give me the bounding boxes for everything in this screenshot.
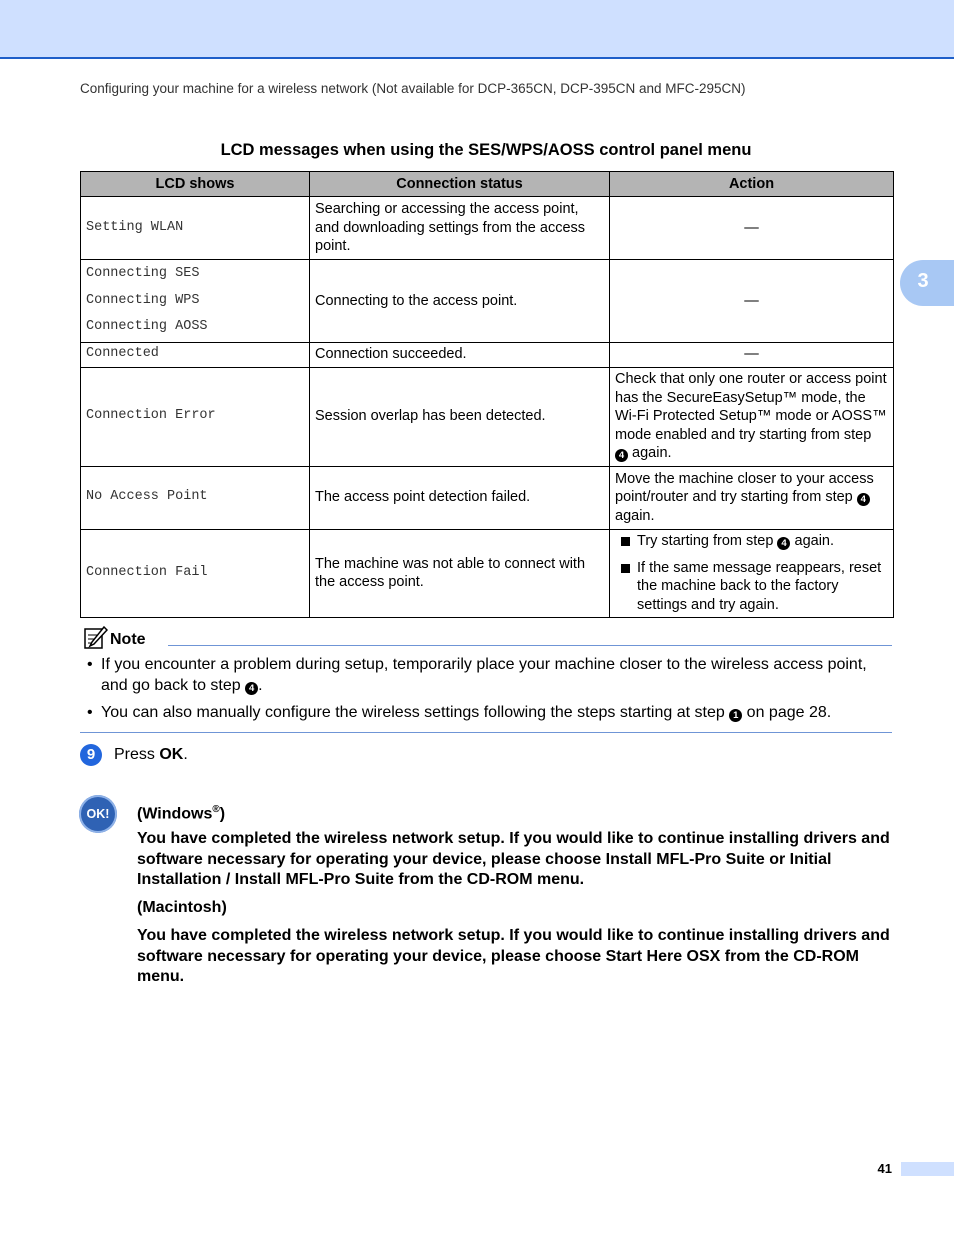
table-row — [81, 529, 894, 617]
page-number: 41 — [877, 1161, 892, 1176]
action-bullet — [615, 532, 888, 551]
ok-badge-icon: OK! — [79, 795, 117, 833]
table-row — [81, 466, 894, 529]
note-title: Note — [110, 631, 146, 648]
step-ref-icon: 4 — [615, 449, 628, 462]
table-row — [81, 342, 894, 367]
step-ref-icon: 4 — [245, 682, 258, 695]
top-band — [0, 0, 954, 59]
status-cell: Connection succeeded. — [310, 342, 610, 367]
step-ref-icon: 4 — [777, 537, 790, 550]
step-text: . — [183, 746, 188, 763]
action-cell: — — [610, 342, 894, 367]
column-header-status: Connection status — [310, 172, 610, 197]
action-text: If the same message reappears, reset the machine back to the factory settings and try again. — [637, 559, 882, 613]
heading-text: (Windows — [137, 805, 213, 823]
note-text: on page 28. — [746, 704, 832, 721]
action-cell — [610, 367, 894, 466]
action-text: again. — [794, 533, 835, 549]
bullet-dot-icon: • — [87, 656, 93, 673]
step-number-icon: 9 — [80, 744, 102, 766]
step-text: Press — [114, 746, 155, 763]
windows-heading — [137, 800, 897, 825]
running-header: Configuring your machine for a wireless network (Not available for DCP-365CN, DCP-395CN and MFC-295CN) — [80, 81, 746, 96]
lcd-cell: Connected — [81, 342, 310, 367]
lcd-message: Connecting WPS — [86, 292, 200, 308]
status-cell: Connecting to the access point. — [310, 260, 610, 343]
note-item — [87, 703, 892, 724]
table-row — [81, 197, 894, 260]
action-text: Try starting from step — [637, 533, 774, 549]
lcd-message: Connecting SES — [86, 266, 200, 281]
lcd-cell: No Access Point — [81, 466, 310, 529]
action-cell — [610, 529, 894, 617]
registered-mark: ® — [212, 804, 220, 815]
note-text: If you encounter a problem during setup, temporarily place your machine closer to the wireless access point, and go back to step — [101, 656, 867, 694]
action-cell: — — [610, 260, 894, 343]
lcd-cell: Setting WLAN — [81, 197, 310, 260]
square-bullet-icon — [621, 564, 630, 573]
table-row — [81, 367, 894, 466]
table-title: LCD messages when using the SES/WPS/AOSS control panel menu — [220, 141, 752, 159]
lcd-cell: Connection Error — [81, 367, 310, 466]
macintosh-instructions: You have completed the wireless network setup. If you would like to continue installing drivers and software necessary for operating your device, please choose Start Here OSX from the CD-ROM menu. — [137, 927, 890, 985]
footer-bar — [901, 1162, 954, 1176]
lcd-message: Connecting AOSS — [86, 319, 208, 334]
bullet-dot-icon: • — [87, 704, 93, 721]
status-cell: Session overlap has been detected. — [310, 367, 610, 466]
action-cell: — — [610, 197, 894, 260]
note-divider — [168, 645, 892, 646]
macintosh-heading: (Macintosh) — [137, 899, 227, 916]
step-ref-icon: 1 — [729, 709, 742, 722]
lcd-messages-table — [80, 171, 894, 618]
note-bottom-divider — [80, 732, 892, 733]
action-text: again. — [632, 445, 672, 462]
step-ref-icon: 4 — [857, 493, 870, 506]
square-bullet-icon — [621, 537, 630, 546]
column-header-action: Action — [610, 172, 894, 197]
action-bullet — [615, 559, 888, 615]
status-cell: The access point detection failed. — [310, 466, 610, 529]
action-text: Check that only one router or access point has the SecureEasySetup™ mode, the Wi-Fi Protected Setup™ mode or AOSS™ mode enabled and try starting from step — [615, 371, 887, 443]
chapter-number: 3 — [917, 270, 929, 292]
table-header-row — [81, 172, 894, 197]
chapter-tab — [900, 260, 954, 306]
note-item — [87, 655, 892, 696]
action-cell — [610, 466, 894, 529]
note-text: You can also manually configure the wireless settings following the steps starting at step — [101, 704, 725, 721]
action-text: again. — [615, 507, 655, 524]
column-header-lcd: LCD shows — [81, 172, 310, 197]
status-cell: Searching or accessing the access point, and downloading settings from the access point. — [310, 197, 610, 260]
table-row — [81, 260, 894, 343]
step-key: OK — [159, 746, 184, 763]
status-cell: The machine was not able to connect with the access point. — [310, 529, 610, 617]
note-text: . — [258, 676, 263, 694]
windows-instructions: You have completed the wireless network setup. If you would like to continue installing drivers and software necessary for operating your device, please choose Install MFL-Pro Suite or Initial Installation / Install MFL-Pro Suite from the CD-ROM menu. — [137, 830, 890, 888]
lcd-cell — [81, 260, 310, 343]
action-text: Move the machine closer to your access point/router and try starting from step — [615, 470, 874, 506]
step-instruction — [114, 746, 188, 764]
heading-text: ) — [219, 805, 226, 823]
note-pencil-icon — [82, 626, 108, 650]
lcd-cell: Connection Fail — [81, 529, 310, 617]
